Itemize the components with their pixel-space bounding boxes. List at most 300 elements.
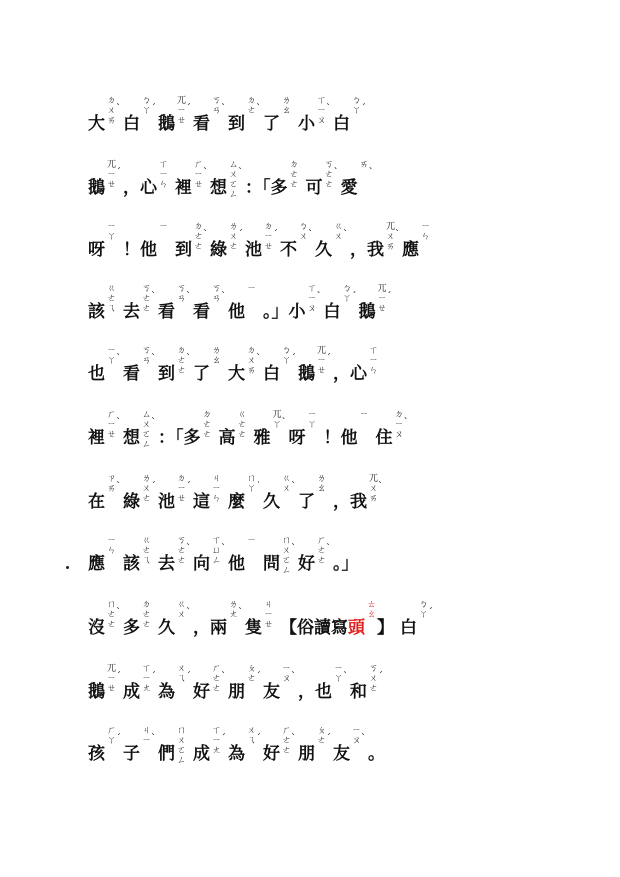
zhuyin-reading: ㄧ: [246, 536, 256, 546]
han-character: 成: [123, 682, 140, 702]
zhuyin-reading: ㄎㄨㄜ: [368, 664, 378, 694]
zhuyin-reading: ㄧㄚ: [333, 664, 343, 684]
tone-mark: ˋ: [151, 353, 156, 364]
annotated-character: [193, 664, 226, 712]
tone-mark: ˊ: [378, 671, 383, 682]
zhuyin-reading: ㄇㄚ: [246, 474, 256, 494]
annotated-character: [140, 222, 169, 270]
text-line: [88, 536, 580, 584]
note-highlight-char: 頭: [348, 618, 365, 638]
han-character: 可: [305, 178, 323, 198]
tone-mark: ˋ: [333, 167, 339, 178]
annotated-character: [228, 284, 257, 332]
annotated-character: [184, 410, 213, 458]
punctuation: ：「: [245, 178, 271, 198]
annotated-character: [341, 410, 370, 458]
han-character: 大: [88, 114, 105, 134]
zhuyin-reading: ㄐㄧ: [141, 726, 151, 746]
zhuyin-reading: ㄌㄨㄜ: [228, 222, 238, 252]
annotated-character: [88, 664, 121, 712]
annotated-character: [175, 160, 208, 208]
zhuyin-reading: ㄎㄜㄜ: [176, 536, 186, 566]
zhuyin-reading: ㄫㄧㄝ: [106, 160, 116, 190]
annotated-character: [263, 726, 296, 774]
zhuyin-reading: ㄉㄜ: [246, 96, 256, 116]
tone-mark: ˋ: [151, 417, 156, 428]
zhuyin-reading: ㄎㄢ: [211, 96, 221, 116]
han-character: 高: [218, 428, 236, 448]
han-character: 他: [340, 428, 358, 448]
zhuyin-reading: ㄒㄩㄥ: [211, 536, 221, 566]
han-character: 應: [88, 554, 105, 574]
punctuation: ，: [298, 682, 315, 702]
han-character: 隻: [245, 618, 262, 638]
tone-mark: ˋ: [186, 607, 191, 618]
text-line: [88, 600, 580, 648]
tone-mark: ˊ: [326, 353, 331, 364]
zhuyin-reading: ㄧㄡ: [281, 664, 291, 684]
punctuation: ！: [123, 240, 140, 260]
zhuyin-reading: ㄫㄚ: [272, 410, 282, 430]
han-character: 們: [158, 744, 175, 764]
text-line: [88, 726, 580, 774]
tone-mark: ˋ: [203, 229, 208, 240]
han-character: 心: [350, 364, 367, 384]
zhuyin-reading: ㄗㄞ: [106, 474, 116, 494]
punctuation: ，: [333, 364, 350, 384]
zhuyin-reading: ㄉㄧㄝ: [176, 474, 186, 504]
punctuation: 。: [368, 744, 385, 764]
zhuyin-reading: ㄨㄟ: [246, 726, 256, 746]
tone-mark: ˋ: [256, 353, 261, 364]
tone-mark: ˋ: [116, 607, 121, 618]
zhuyin-reading: ㄫㄧㄝ: [176, 96, 186, 126]
tone-mark: ˋ: [291, 543, 296, 554]
zhuyin-reading: ㄧ: [359, 410, 369, 420]
text-line: [88, 346, 580, 394]
text-line: [88, 474, 580, 522]
zhuyin-reading: ㄒㄧㄤ: [211, 726, 221, 756]
tone-mark: ˋ: [308, 229, 313, 240]
tone-mark: ˊ: [186, 481, 191, 492]
annotated-character: [298, 474, 327, 522]
annotated-character: [263, 536, 296, 584]
han-character: 久: [263, 492, 280, 512]
tone-mark: ˋ: [116, 481, 121, 492]
tone-mark: ˋ: [326, 103, 331, 114]
annotated-character: [123, 474, 156, 522]
ink-dot-mark: [66, 566, 69, 569]
tone-mark: ˋ: [203, 167, 208, 178]
han-character: 到: [158, 364, 175, 384]
annotated-character: [263, 664, 296, 712]
zhuyin-reading: ㄏㄜㄜ: [281, 726, 291, 756]
zhuyin-reading: ㄅㄚ: [351, 96, 361, 116]
han-character: 想: [123, 428, 140, 448]
zhuyin-reading: ㄉㄧㄝ: [263, 222, 273, 252]
zhuyin-reading: ㄫㄧㄝ: [106, 664, 116, 694]
zhuyin-reading: ㄏㄧㄝ: [106, 410, 116, 440]
han-character: 朋: [228, 682, 245, 702]
zhuyin-reading: ㄉㄜㄜ: [202, 410, 212, 440]
annotated-character: [305, 160, 339, 208]
punctuation: ：「: [158, 428, 184, 448]
tone-mark: ˊ: [291, 353, 296, 364]
han-character: 孩: [88, 744, 105, 764]
tone-mark: ˊ: [351, 291, 357, 302]
tone-mark: ˋ: [116, 417, 121, 428]
tone-mark: ˋ: [186, 291, 191, 302]
tone-mark: ˋ: [221, 103, 226, 114]
annotated-character: [315, 664, 348, 712]
annotated-character: [245, 600, 274, 648]
annotated-character: [123, 96, 156, 144]
annotated-character: [193, 96, 226, 144]
tone-mark: ˋ: [238, 607, 243, 618]
zhuyin-reading: ㄫㄧㄝ: [377, 284, 387, 314]
han-character: 友: [333, 744, 350, 764]
punctuation: ！: [323, 428, 341, 448]
zhuyin-reading: ㄙㄨㄛㄥ: [141, 410, 151, 450]
han-character: 鵝: [88, 682, 105, 702]
zhuyin-reading: ㄧㄚ: [106, 222, 116, 242]
annotated-character: [298, 726, 331, 774]
han-character: 問: [263, 554, 280, 574]
annotated-character: [228, 474, 261, 522]
zhuyin-reading: ㄧㄡ: [351, 726, 361, 746]
annotated-character: [175, 222, 208, 270]
tone-mark: ˋ: [186, 543, 191, 554]
han-character: 裡: [88, 428, 105, 448]
annotated-character: [289, 410, 318, 458]
annotated-character: [245, 222, 278, 270]
han-character: 應: [402, 240, 419, 260]
annotated-character: [323, 284, 357, 332]
han-character: 在: [88, 492, 105, 512]
han-character: 去: [123, 302, 140, 322]
tone-mark: ˋ: [151, 733, 156, 744]
tone-mark: ˊ: [186, 671, 191, 682]
annotated-character: [298, 96, 331, 144]
punctuation: ，: [193, 618, 210, 638]
tone-mark: ˋ: [238, 167, 243, 178]
han-character: 好: [298, 554, 315, 574]
han-character: 他: [140, 240, 157, 260]
han-character: 和: [350, 682, 367, 702]
tone-mark: ˊ: [273, 229, 278, 240]
annotated-character: [210, 222, 243, 270]
han-character: 想: [210, 178, 227, 198]
annotated-character: [158, 346, 191, 394]
zhuyin-reading: ㄧ: [246, 284, 256, 294]
annotated-character: [158, 474, 191, 522]
tone-mark: ˊ: [151, 671, 156, 682]
annotated-character: [210, 600, 243, 648]
zhuyin-reading: ㄌㄤ: [228, 600, 238, 620]
han-character: 該: [123, 554, 140, 574]
annotated-character: [88, 96, 121, 144]
annotated-character: [158, 536, 191, 584]
zhuyin-reading: ㄆㄜ: [246, 664, 256, 684]
tone-mark: ˋ: [151, 291, 156, 302]
annotated-character: [140, 160, 169, 208]
han-character: 了: [263, 114, 280, 134]
annotated-character: [88, 536, 117, 584]
tone-mark: ˊ: [221, 733, 226, 744]
annotated-character: [228, 346, 261, 394]
zhuyin-reading: ㄧㄚ: [106, 346, 116, 366]
zhuyin-reading: ㄉㄜㄜ: [289, 160, 299, 190]
annotated-character: [350, 474, 383, 522]
text-line: [88, 284, 580, 332]
han-character: 白: [323, 302, 341, 322]
han-character: 兩: [210, 618, 227, 638]
annotated-character: [400, 600, 433, 648]
han-character: 久: [315, 240, 332, 260]
zhuyin-reading: ㄍㄜㄜ: [237, 410, 247, 440]
han-character: 大: [228, 364, 245, 384]
zhuyin-reading: ㄎㄢ: [211, 284, 221, 304]
punctuation: ，: [350, 240, 367, 260]
annotated-character: [123, 726, 156, 774]
han-character: 小: [298, 114, 315, 134]
han-character: 心: [140, 178, 157, 198]
tone-mark: ˊ: [238, 229, 243, 240]
annotated-character: [350, 664, 383, 712]
zhuyin-reading: ㄅㄚ: [141, 96, 151, 116]
han-character: 鵝: [158, 114, 175, 134]
annotated-character: [88, 222, 117, 270]
annotated-character: [350, 346, 379, 394]
zhuyin-reading: ㄉㄜㄜ: [176, 346, 186, 376]
annotated-character: [402, 222, 431, 270]
annotated-character: [219, 410, 248, 458]
annotated-character: [88, 726, 121, 774]
annotated-character: [253, 410, 287, 458]
han-character: 為: [228, 744, 245, 764]
tone-mark: ˊ: [326, 733, 331, 744]
han-character: 到: [228, 114, 245, 134]
annotated-character: [228, 96, 261, 144]
annotated-character: [263, 96, 292, 144]
zhuyin-reading: ㄅㄚ: [418, 600, 428, 620]
han-character: 也: [88, 364, 105, 384]
han-character: 不: [280, 240, 297, 260]
han-character: 多: [183, 428, 201, 448]
annotated-character: [193, 474, 222, 522]
annotated-character: [298, 346, 331, 394]
reading-note: [280, 600, 394, 648]
han-character: 鵝: [358, 302, 376, 322]
annotated-character: [271, 160, 300, 208]
han-character: 好: [193, 682, 210, 702]
han-character: 看: [123, 364, 140, 384]
zhuyin-reading: ㄐㄧㄝ: [263, 600, 273, 630]
han-character: 呀: [288, 428, 306, 448]
text-line: [88, 222, 580, 270]
tone-mark: ˋ: [116, 353, 121, 364]
annotated-character: [193, 536, 226, 584]
han-character: 成: [193, 744, 210, 764]
tone-mark: ˋ: [221, 671, 226, 682]
han-character: 看: [193, 302, 210, 322]
annotated-character: [333, 96, 366, 144]
tone-mark: ˙: [256, 481, 261, 492]
tone-mark: ˋ: [256, 103, 261, 114]
punctuation: ，: [123, 178, 140, 198]
annotated-character: [123, 346, 156, 394]
han-character: 朋: [298, 744, 315, 764]
han-character: 去: [158, 554, 175, 574]
zhuyin-reading: ㄇㄨㄛㄥ: [176, 726, 186, 766]
tone-mark: ˋ: [281, 417, 287, 428]
zhuyin-reading: ㄒㄧㄡ: [307, 284, 317, 314]
tone-mark: ˋ: [378, 481, 383, 492]
han-character: 麼: [228, 492, 245, 512]
annotated-character: [88, 600, 121, 648]
zhuyin-reading: ㄌㄠ: [316, 474, 326, 494]
han-character: 呀: [88, 240, 105, 260]
han-character: 看: [158, 302, 175, 322]
tone-mark: ˋ: [221, 543, 226, 554]
annotated-character: [210, 160, 243, 208]
zhuyin-reading: ㄙㄨㄛㄥ: [228, 160, 238, 200]
note-close-bracket: 】: [377, 618, 394, 638]
han-character: 看: [193, 114, 210, 134]
annotated-character: [88, 474, 121, 522]
zhuyin-reading: ㄧㄣ: [420, 222, 430, 242]
annotated-character: [340, 160, 374, 208]
tone-mark: ˊ: [186, 103, 191, 114]
zhuyin-reading: ㄍㄨ: [333, 222, 343, 242]
zhuyin-reading: ㄉㄨㄞ: [246, 346, 256, 376]
tone-mark: ˋ: [395, 229, 400, 240]
han-character: 沒: [88, 618, 105, 638]
han-character: 他: [228, 302, 245, 322]
han-character: 子: [123, 744, 140, 764]
zhuyin-reading: ㄌㄨㄜ: [141, 474, 151, 504]
annotated-character: [158, 284, 191, 332]
zhuyin-reading: ㄏㄜㄜ: [211, 664, 221, 694]
tone-mark: ˋ: [291, 671, 296, 682]
han-character: 白: [333, 114, 350, 134]
annotated-character: [123, 664, 156, 712]
tone-mark: ˋ: [343, 229, 348, 240]
tone-mark: ˊ: [428, 607, 433, 618]
tone-mark: ˋ: [186, 353, 191, 364]
tone-mark: ˊ: [361, 103, 366, 114]
han-character: 池: [158, 492, 175, 512]
han-character: 愛: [340, 178, 358, 198]
han-character: 小: [288, 302, 306, 322]
han-character: 多: [270, 178, 288, 198]
zhuyin-reading: ㄅㄨ: [298, 222, 308, 242]
han-character: 裡: [175, 178, 192, 198]
zhuyin-reading: ㄍㄨ: [281, 474, 291, 494]
annotated-character: [298, 536, 331, 584]
zhuyin-reading: ㄒㄧㄣ: [368, 346, 378, 376]
han-character: 白: [123, 114, 140, 134]
han-character: 到: [175, 240, 192, 260]
han-character: 池: [245, 240, 262, 260]
tone-mark: ˊ: [386, 291, 392, 302]
han-character: 我: [367, 240, 384, 260]
note-text: 【俗讀寫: [280, 618, 348, 638]
han-character: 也: [315, 682, 332, 702]
tone-mark: ˋ: [116, 103, 121, 114]
han-character: 友: [263, 682, 280, 702]
zhuyin-reading: ㄐㄧㄣ: [211, 474, 221, 504]
tone-mark: ˊ: [256, 733, 261, 744]
tone-mark: ˋ: [326, 543, 331, 554]
annotated-character: [280, 222, 313, 270]
punctuation: ，: [333, 492, 350, 512]
zhuyin-reading: ㄎㄢ: [141, 346, 151, 366]
zhuyin-reading: ㄫㄧㄝ: [316, 346, 326, 376]
tone-mark: ˊ: [116, 167, 121, 178]
zhuyin-reading: ㄫㄨㄞ: [368, 474, 378, 504]
zhuyin-reading: ㄏㄜㄜ: [316, 536, 326, 566]
han-character: 了: [298, 492, 315, 512]
zhuyin-reading: ㄧ: [158, 222, 168, 232]
tone-mark: ˋ: [221, 291, 226, 302]
annotated-character: [228, 536, 257, 584]
han-character: 多: [123, 618, 140, 638]
zhuyin-reading: ㄎㄜㄜ: [141, 284, 151, 314]
zhuyin-reading: ㄎㄢ: [176, 284, 186, 304]
tone-mark: ˊ: [116, 733, 121, 744]
zhuyin-reading: ㄨㄟ: [176, 664, 186, 684]
zhuyin-reading: ㄒㄧㄤ: [141, 664, 151, 694]
annotated-character: [228, 664, 261, 712]
zhuyin-reading: ㄒㄧㄣ: [158, 160, 168, 190]
han-character: 鵝: [88, 178, 105, 198]
zhuyin-reading: ㄌㄠ: [211, 346, 221, 366]
han-character: 久: [158, 618, 175, 638]
han-character: 這: [193, 492, 210, 512]
text-line: [88, 160, 580, 208]
annotated-character: [158, 726, 187, 774]
zhuyin-reading: ㄅㄚ: [281, 346, 291, 366]
zhuyin-reading: ㄏㄧㄝ: [193, 160, 203, 190]
annotated-character: [88, 346, 121, 394]
annotated-character: [263, 346, 296, 394]
han-character: 為: [158, 682, 175, 702]
annotated-character: [228, 726, 261, 774]
zhuyin-reading: ㄉㄧㄡ: [394, 410, 404, 440]
annotated-character: [88, 410, 121, 458]
annotated-character: [193, 284, 226, 332]
zhuyin-reading: ㄏㄚ: [106, 726, 116, 746]
annotated-character: [288, 284, 322, 332]
annotated-character: [123, 536, 152, 584]
tone-mark: ˊ: [116, 671, 121, 682]
zhuyin-reading: ㄉㄨㄞ: [106, 96, 116, 126]
zhuyin-reading: ㄍㄨ: [176, 600, 186, 620]
han-character: 白: [263, 364, 280, 384]
han-character: 我: [350, 492, 367, 512]
tone-mark: ˋ: [291, 481, 296, 492]
annotated-character: [367, 222, 400, 270]
annotated-character: [375, 410, 409, 458]
text-line: [88, 410, 580, 458]
tone-mark: ˋ: [361, 733, 366, 744]
tone-mark: ˋ: [403, 417, 409, 428]
tone-mark: ˋ: [291, 733, 296, 744]
annotated-character: [123, 600, 152, 648]
zhuyin-reading: ㄌㄠ: [281, 96, 291, 116]
han-character: 他: [228, 554, 245, 574]
